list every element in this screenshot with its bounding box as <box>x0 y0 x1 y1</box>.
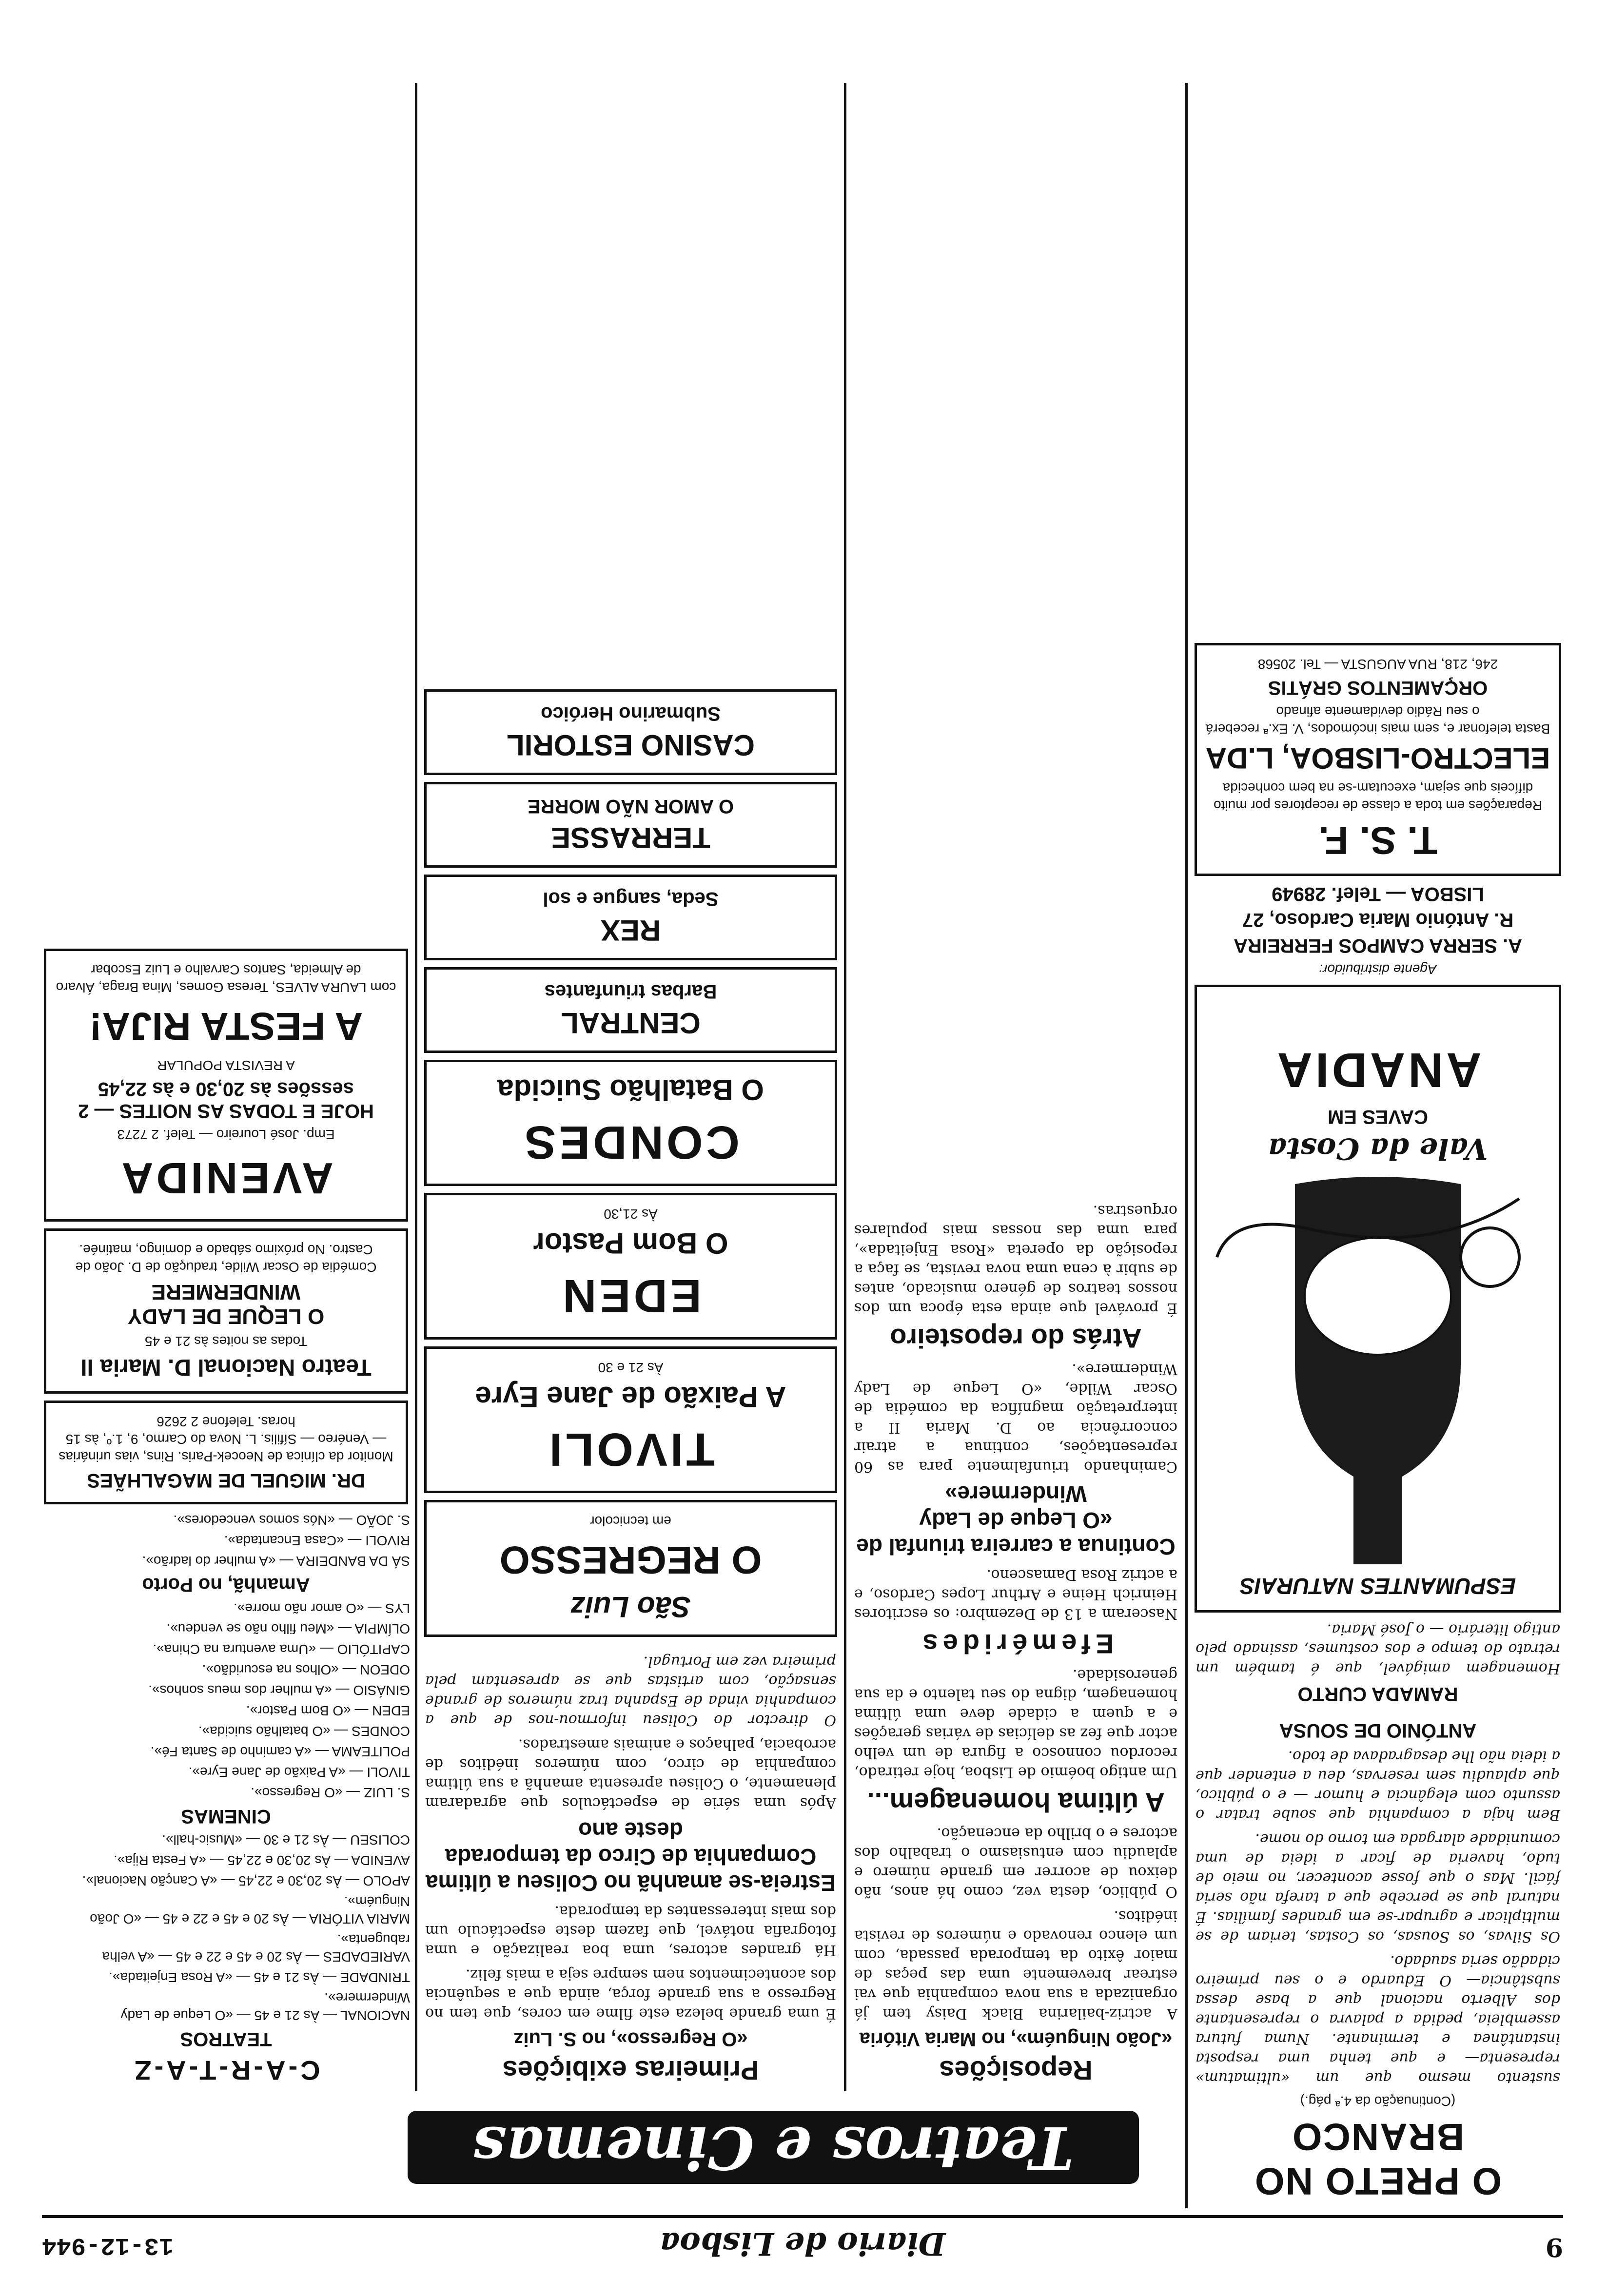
tsf-address: 246, 218, RUA AUGUSTA — Tel. 20568 <box>1257 657 1498 672</box>
coliseu-text: Após uma série de espectáculos que agradaram plenamente, o Coliseu apresenta amanhã a sua última companhia de circo, com números inéditos de acrobacia, palhaços e animais amestrados. <box>425 1736 836 1811</box>
central-show: Barbas triunfantes <box>544 981 717 1002</box>
doctor-name: DR. MIGUEL DE MAGALHÃES <box>87 1470 365 1491</box>
terrasse-name: TERRASSE <box>551 821 710 854</box>
masthead-page-number: 9 <box>1545 2232 1563 2262</box>
doctor-advert <box>44 1401 408 1504</box>
column-cartaz <box>42 73 410 2091</box>
cinemas-heading: CINEMAS <box>181 1806 271 1827</box>
teatro-listing: APOLO — Às 20,30 e 22,45 — «A Canção Nacional». <box>82 1873 410 1888</box>
condes-name: CONDES <box>522 1116 740 1168</box>
nacional-name: Teatro Nacional D. Maria II <box>80 1354 372 1380</box>
tsf-line: Basta telefonar e, sem mais incómodos, V. Ex.ª receberá o seu Rádio devidamente afinado <box>1205 704 1550 737</box>
cinema-listing: POLITEAMA — «A caminho de Santa Fé». <box>150 1744 410 1759</box>
wine-brand: ANADIA <box>1274 1043 1482 1097</box>
avenida-times: HOJE E TODAS AS NOITES — 2 sessões às 20,30 e às 22,45 <box>78 1078 374 1122</box>
column-primeiras <box>422 73 839 2091</box>
avenida-show: A FESTA RIJA! <box>89 1005 363 1048</box>
rex-name: REX <box>600 914 661 947</box>
sao-luiz-logo: São Luiz <box>570 1591 691 1623</box>
coliseu-title: Estreia-se amanhã no Coliseu a última Companhia de Circo da temporada deste ano <box>425 1818 836 1896</box>
cinema-listing: OLÍMPIA — «Meu filho não se vendeu». <box>166 1621 410 1636</box>
teatro-listing: NACIONAL — Às 21 e 45 — «O Leque de Lady Windermere». <box>120 1990 410 2023</box>
rex-advert <box>424 875 837 960</box>
ramada-text: Homenagem amigável, que é também um retrato do tempo e dos costumes, assinado pelo antigo literário — o José Maria. <box>1195 1621 1560 1677</box>
regresso-title: O REGRESSO <box>499 1538 762 1582</box>
reposicoes-paragraph: O público, desta vez, como há anos, não deixou de acorrer em grande número e aplaudiu com entusiasmo o trabalho dos actores e o brilho da encenação. <box>854 1825 1177 1900</box>
nacional-times: Todas as noites às 21 e 45 <box>144 1334 308 1349</box>
teatros-heading: TEATROS <box>180 2028 272 2050</box>
casino-name: CASINO ESTORIL <box>507 729 755 761</box>
masthead-rule <box>42 2215 1563 2218</box>
primeiras-paragraph: Há grandes actores, uma boa realização e uma fotografia notável, que fazem deste espectáculo um dos mais interessantes da temporada. <box>425 1903 836 1959</box>
editorial-paragraph: sustento mesmo que um «ultimatum» representa— e que tenha uma resposta instantânea e terminante. Numa futura assembleia, pedida a palavra o representante dos Alberto nacional que a base dessa substância— O Eduardo e o seu primeiro cidadão seria saudado. <box>1195 1952 1560 2086</box>
cinema-listing: LYS — «O amor não morre». <box>233 1601 410 1616</box>
editorial-paragraph: Os Silvas, os Sousas, os Costas, teriam de se multiplicar e agrupar-se em grandes famílias. É natural que se percebe que a tarefa não seria fácil. Mas o que fosse acontecer, no meio de tudo, haveria de ficar a ideia de uma comunidade alargada em torno do nome. <box>1195 1830 1560 1945</box>
central-name: CENTRAL <box>561 1007 701 1039</box>
column-rule <box>844 83 846 2091</box>
masthead-title: Diario de Lisboa <box>659 2225 946 2262</box>
teatro-listing: TRINDADE — Às 21 e 45 — «A Rosa Enjeitada». <box>109 1970 410 1985</box>
regresso-note: em tecnicolor <box>590 1514 671 1529</box>
avenida-advert <box>44 949 408 1222</box>
leque-title: Continua a carreira triunfal de «O Leque de Lady Windermere» <box>856 1481 1176 1559</box>
wine-script: Vale da Costa <box>1268 1131 1488 1166</box>
agent-line: Agente distribuidor: <box>1319 962 1437 977</box>
reposicoes-paragraph: A actriz-bailarina Black Daisy tem já organizada a sua nova companhia que vai estrear brevemente uma das peças de maior êxito da temporada passada, com um elenco renovado e números de revista inéditos. <box>854 1907 1177 2022</box>
column-rule <box>415 83 417 2091</box>
agent-line: R. António Maria Cardoso, 27 <box>1242 909 1514 931</box>
condes-show: O Batalhão Suicida <box>497 1073 764 1106</box>
reposicoes-subtitle: «João Ninguém», no Maria Vitória <box>859 2028 1173 2050</box>
wine-advert <box>1195 985 1561 1613</box>
avenida-genre: A REVISTA POPULAR <box>157 1058 295 1073</box>
masthead-date: 13-12-944 <box>42 2231 174 2259</box>
porto-listing: SÁ DA BANDEIRA — «A mulher do ladrão». <box>142 1554 410 1569</box>
tivoli-show: A Paixão de Jane Eyre <box>475 1381 786 1413</box>
cinema-listing: GINÁSIO — «A mulher dos meus sonhos». <box>148 1683 410 1698</box>
cinema-listing: ODEON — «Olhos na escuridão». <box>202 1662 410 1677</box>
eden-advert <box>424 1193 837 1340</box>
column-editorial <box>1193 73 1563 2208</box>
tivoli-advert <box>424 1346 837 1493</box>
doctor-details: Monitor da clínica de Neocek-Paris. Rins, vias urinárias — Venéreo — Sífilis. L. Nova do Carmo, 9, 1.º, às 15 horas. Telefone 2 2626 <box>59 1414 393 1464</box>
rex-show: Seda, sangue e sol <box>543 888 719 910</box>
primeiras-subtitle: «O Regresso», no S. Luiz <box>513 2028 748 2050</box>
porto-listing: S. JOÃO — «Nós somos vencedores». <box>173 1513 410 1528</box>
nacional-notes: Comédia de Oscar Wilde, tradução de D. João de Castro. No próximo sábado e domingo, matinée. <box>75 1242 377 1275</box>
agent-line: LISBOA — Telef. 28949 <box>1272 883 1484 905</box>
casino-advert <box>424 689 837 775</box>
editorial-title: O PRETO NO BRANCO <box>1254 2116 1502 2203</box>
homenagem-title: A última homenagem... <box>867 1787 1165 1818</box>
ramada-title: RAMADA CURTO <box>1297 1683 1458 1705</box>
condes-advert <box>424 1060 837 1186</box>
homenagem-text: Um antigo boémio de Lisboa, hoje retirado, recordou connosco a figura de um velho actor que fez as delícias de várias gerações e a quem a cidade deve uma última homenagem, digna do seu talento e da sua generosidade. <box>854 1666 1177 1781</box>
avenida-cast: com LAURA ALVES, Teresa Gomes, Mina Braga, Álvaro de Almeida, Santos Carvalho e Luiz Escobar <box>56 962 396 995</box>
eden-show: O Bom Pastor <box>533 1227 728 1260</box>
avenida-tel: Emp. José Loureiro — Telef. 2 7273 <box>117 1127 335 1142</box>
tivoli-times: Às 21 e 30 <box>598 1360 664 1375</box>
teatro-listing: AVENIDA — Às 20,30 e 22,45 — «A Festa Rija». <box>113 1853 410 1868</box>
reposicoes-title: Reposições <box>939 2055 1093 2086</box>
avenida-name: AVENIDA <box>118 1153 333 1202</box>
masthead <box>42 2223 1563 2262</box>
editorial-continuation: (Continuação da 4.ª pág.) <box>1300 2094 1456 2109</box>
regresso-advert <box>424 1500 837 1637</box>
reposteiro-title: Atrás do reposteiro <box>890 1323 1142 1354</box>
teatro-listing: COLISEU — Às 21 e 30 — «Music-hall». <box>162 1832 410 1848</box>
editorial-signature: ANTÓNIO DE SOUSA <box>1279 1720 1477 1741</box>
efemerides-text: Nasceram a 13 de Dezembro: os escritores Heinrich Heine e Arthur Lopes Cardoso, e a actriz Rosa Damasceno. <box>854 1566 1177 1622</box>
nacional-show: O LEQUE DE LADY WINDERMERE <box>127 1280 325 1328</box>
tsf-advert <box>1195 643 1561 876</box>
central-advert <box>424 967 837 1053</box>
tsf-line: Reparações em toda a classe de receptores por muito difíceis que sejam, executam-se na bem conhecida <box>1214 780 1542 813</box>
eden-times: Às 21,30 <box>604 1206 658 1222</box>
reposteiro-text: É provável que ainda esta época um dos nossos teatros de género musicado, antes de subir à cena uma nova revista, se faça a reposição da opereta «Rosa Enjeitada», para uma das nossas mais populares orquestras. <box>854 1202 1177 1317</box>
terrasse-advert <box>424 782 837 868</box>
primeiras-title: Primeiras exibições <box>502 2055 759 2086</box>
nacional-advert <box>44 1228 408 1394</box>
casino-show: Submarino Heróico <box>541 703 721 724</box>
porto-heading: Amanhã, no Porto <box>142 1574 310 1596</box>
cinema-listing: CONDES — «O batalhão suicida». <box>198 1724 410 1739</box>
bottle-drawing <box>1207 1169 1548 1569</box>
cartaz-title: C-A-R-T-A-Z <box>132 2055 320 2086</box>
efemerides-title: Efemérides <box>918 1629 1114 1659</box>
wine-label: ESPUMANTES NATURAIS <box>1239 1574 1516 1599</box>
teatro-listing: MARIA VITÓRIA — Às 20 e 45 e 22 e 45 — «O João Ninguém». <box>90 1894 410 1926</box>
tsf-company: ELECTRO-LISBOA, L.DA <box>1205 742 1550 775</box>
editorial-paragraph: Bem haja a companhia que soube tratar o assunto com elegância e humor — e o público, que aplaudiu sem reservas, deu a entender que a ideia não lhe desagradava de todo. <box>1195 1748 1560 1823</box>
cinema-listing: CAPITÓLIO — «Uma aventura na China». <box>153 1642 410 1657</box>
cinema-listing: EDEN — «O Bom Pastor». <box>246 1703 410 1718</box>
section-banner: Teatros e Cinemas <box>408 2111 1139 2184</box>
column-reposicoes <box>851 73 1180 2091</box>
wine-subtitle: CAVES EM <box>1328 1106 1428 1128</box>
cinema-grid <box>422 689 839 1637</box>
agent-line: A. SERRA CAMPOS FERREIRA <box>1234 935 1522 956</box>
primeiras-paragraph: É uma grande beleza este filme em cores, que tem no Regresso a sua grande força, ainda que a sequência dos acontecimentos nem sempre seja a mais feliz. <box>425 1966 836 2022</box>
tivoli-name: TIVOLI <box>546 1423 715 1476</box>
cinema-listing: TIVOLI — «A Paixão de Jane Eyre». <box>188 1765 410 1780</box>
column-rule <box>1185 83 1188 2208</box>
teatro-listing: VARIEDADES — Às 20 e 45 e 22 e 45 — «A velha rabugenta». <box>102 1932 410 1965</box>
tsf-line: ORÇAMENTOS GRÁTIS <box>1268 677 1488 699</box>
leque-text: Caminhando triunfalmente para as 60 representações, continua a atrair concorrência ao D. Maria II a interpretação magnífica da comédia de Oscar Wilde, «O Leque de Lady Windermere». <box>854 1361 1177 1475</box>
eden-name: EDEN <box>560 1270 702 1322</box>
tsf-title: T. S. F. <box>1318 819 1438 862</box>
porto-listing: RIVOLI — «Casa Encantada». <box>224 1533 410 1548</box>
terrasse-show: O AMOR NÃO MORRE <box>528 796 734 817</box>
coliseu-chronicle: O director do Coliseu informou-nos de que a companhia vinda de Espanha traz números de grande sensação, com artistas que se apresentam pela primeira vez em Portugal. <box>425 1653 836 1729</box>
cinema-listing: S. LUIZ — «O Regresso». <box>251 1785 410 1800</box>
